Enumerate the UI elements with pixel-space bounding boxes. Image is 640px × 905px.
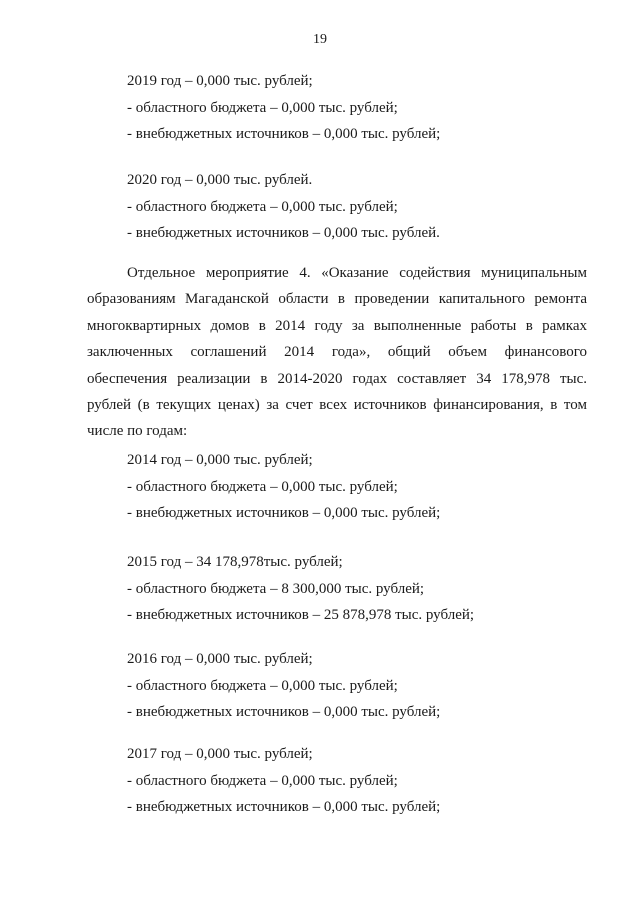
- event-4-paragraph: [87, 260, 587, 445]
- year-total-line: 2016 год – 0,000 тыс. рублей;: [127, 651, 313, 667]
- year-block-2015: [127, 549, 587, 629]
- extrabudgetary-line: - внебюджетных источников – 0,000 тыс. рублей;: [127, 126, 441, 142]
- paragraph-line: многоквартирных домов в 2014 году за выполненные работы в рамках: [87, 317, 587, 334]
- page-number: 19: [313, 32, 327, 47]
- extrabudgetary-line: - внебюджетных источников – 0,000 тыс. рублей;: [127, 799, 441, 815]
- regional-budget-line: - областного бюджета – 0,000 тыс. рублей;: [127, 198, 398, 215]
- year-total-line: 2014 год – 0,000 тыс. рублей;: [127, 452, 313, 468]
- regional-budget-line: - областного бюджета – 8 300,000 тыс. рублей;: [127, 580, 425, 597]
- year-block-2019: [127, 68, 587, 148]
- year-total-line: 2020 год – 0,000 тыс. рублей.: [127, 172, 313, 188]
- year-block-2020: [127, 167, 587, 247]
- year-block-2014: [127, 447, 587, 527]
- paragraph-line: числе по годам:: [87, 423, 188, 440]
- extrabudgetary-line: - внебюджетных источников – 0,000 тыс. рублей;: [127, 505, 441, 521]
- year-block-2016: [127, 646, 587, 726]
- year-total-line: 2019 год – 0,000 тыс. рублей;: [127, 73, 313, 89]
- regional-budget-line: - областного бюджета – 0,000 тыс. рублей;: [127, 99, 398, 116]
- regional-budget-line: - областного бюджета – 0,000 тыс. рублей;: [127, 478, 398, 495]
- extrabudgetary-line: - внебюджетных источников – 0,000 тыс. рублей.: [127, 225, 440, 241]
- year-total-line: 2015 год – 34 178,978тыс. рублей;: [127, 554, 343, 570]
- extrabudgetary-line: - внебюджетных источников – 0,000 тыс. рублей;: [127, 704, 441, 720]
- regional-budget-line: - областного бюджета – 0,000 тыс. рублей;: [127, 772, 398, 789]
- paragraph-line: обеспечения реализации в 2014-2020 годах составляет 34 178,978 тыс.: [87, 370, 587, 387]
- extrabudgetary-line: - внебюджетных источников – 25 878,978 тыс. рублей;: [127, 607, 475, 623]
- paragraph-line: рублей (в текущих ценах) за счет всех источников финансирования, в том: [87, 396, 587, 413]
- year-total-line: 2017 год – 0,000 тыс. рублей;: [127, 746, 313, 762]
- year-block-2017: [127, 741, 587, 821]
- paragraph-line: Отдельное мероприятие 4. «Оказание содействия муниципальным: [127, 265, 587, 281]
- paragraph-line: заключенных соглашений 2014 года», общий объем финансового: [87, 344, 587, 361]
- regional-budget-line: - областного бюджета – 0,000 тыс. рублей;: [127, 677, 398, 694]
- paragraph-line: образованиям Магаданской области в проведении капитального ремонта: [87, 291, 587, 308]
